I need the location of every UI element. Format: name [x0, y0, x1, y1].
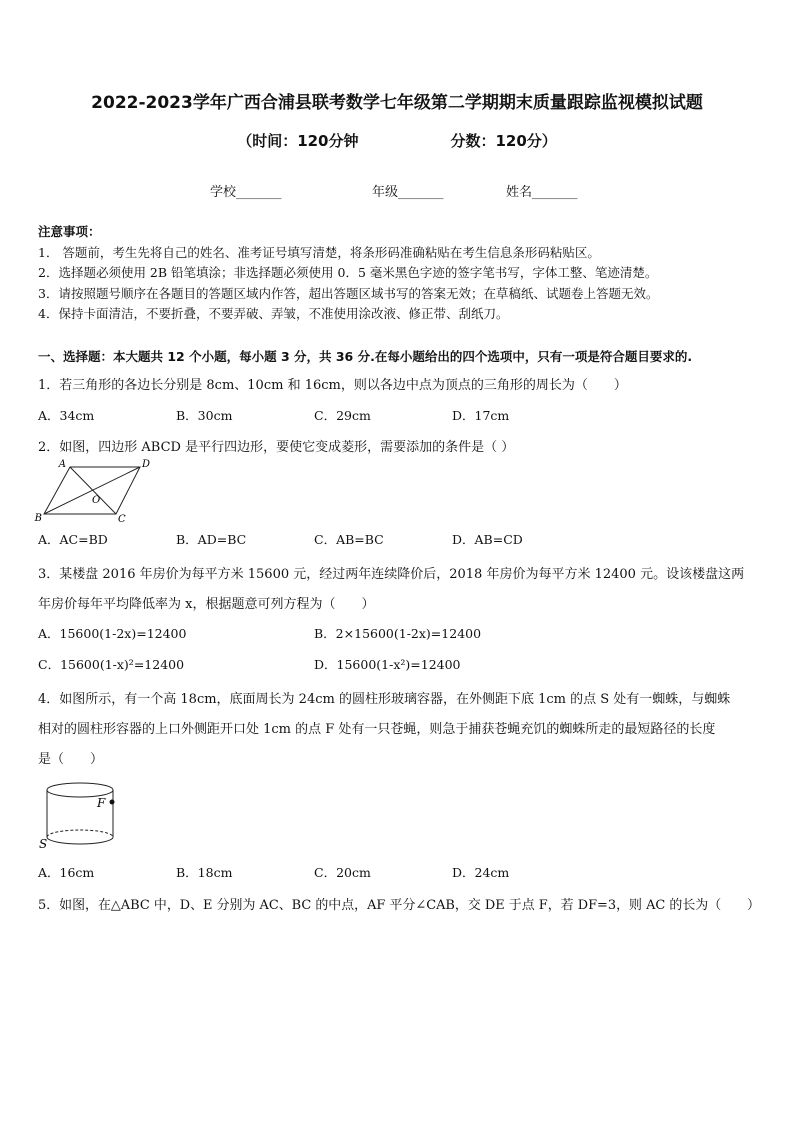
- time-label: （时间：120分钟: [237, 132, 359, 150]
- question-4-line-3: 是（ ）: [38, 752, 104, 767]
- q2-option-b: B．AD=BC: [176, 532, 247, 547]
- score-label: 分数：120分）: [450, 132, 557, 150]
- question-1-text: 1．若三角形的各边长分别是 8cm、10cm 和 16cm，则以各边中点为顶点的三角形的周长为（ ）: [38, 378, 627, 393]
- label-d: D: [142, 459, 151, 470]
- note-item: 2．选择题必须使用 2B 铅笔填涂；非选择题必须使用 0．5 毫米黑色字迹的签字笔书写，字体工整、笔迹清楚。: [38, 265, 658, 280]
- q1-option-c: C．29cm: [314, 408, 371, 423]
- q3-option-d: D．15600(1-x²)=12400: [314, 657, 461, 672]
- cylinder-bottom-back: [47, 830, 113, 837]
- question-2-text: 2．如图，四边形 ABCD 是平行四边形，要使它变成菱形，需要添加的条件是（ ）: [38, 440, 515, 455]
- cylinder-top: [47, 783, 113, 797]
- parallelogram-figure: [34, 458, 151, 525]
- q3-option-a: A．15600(1-2x)=12400: [38, 626, 187, 641]
- q4-option-d: D．24cm: [452, 865, 510, 880]
- school-field: 学校_______: [210, 185, 282, 200]
- question-3-line-2: 年房价每年平均降低率为 x，根据题意可列方程为（ ）: [38, 597, 375, 612]
- point-f: [110, 800, 115, 805]
- label-o: O: [92, 495, 101, 506]
- diagonal-bd: [44, 467, 140, 514]
- q2-option-d: D．AB=CD: [452, 532, 523, 547]
- question-4-line-2: 相对的圆柱形容器的上口外侧距开口处 1cm 的点 F 处有一只苍蝇，则急于捕获苍蝇充饥的蜘蛛所走的最短路径的长度: [38, 722, 716, 737]
- label-s: S: [39, 837, 48, 851]
- exam-title: 2022-2023学年广西合浦县联考数学七年级第二学期期末质量跟踪监视模拟试题: [91, 93, 703, 113]
- q2-option-a: A．AC=BD: [38, 532, 108, 547]
- note-item: 1． 答题前，考生先将自己的姓名、准考证号填写清楚，将条形码准确粘贴在考生信息条形码粘贴区。: [38, 244, 600, 260]
- cylinder-figure: [36, 778, 126, 856]
- grade-field: 年级_______: [372, 185, 444, 200]
- notes-heading: 注意事项：: [38, 224, 101, 239]
- question-5-text: 5．如图，在△ABC 中，D、E 分别为 AC、BC 的中点，AF 平分∠CAB，交 DE 于点 F，若 DF=3，则 AC 的长为（ ）: [38, 898, 760, 913]
- question-3-line-1: 3．某楼盘 2016 年房价为每平方米 15600 元，经过两年连续降价后，2018 年房价为每平方米 12400 元。设该楼盘这两: [38, 567, 745, 582]
- q2-option-c: C．AB=BC: [314, 532, 384, 547]
- note-item: 4．保持卡面清洁，不要折叠，不要弄破、弄皱，不准使用涂改液、修正带、刮纸刀。: [38, 306, 509, 321]
- q4-option-c: C．20cm: [314, 865, 371, 880]
- question-4-line-1: 4．如图所示，有一个高 18cm，底面周长为 24cm 的圆柱形玻璃容器，在外侧距下底 1cm 的点 S 处有一蜘蛛，与蜘蛛: [38, 692, 731, 707]
- time-score-line: [0, 130, 794, 151]
- q4-option-b: B．18cm: [176, 865, 233, 880]
- q3-option-b: B．2×15600(1-2x)=12400: [314, 626, 482, 641]
- q4-option-a: A．16cm: [38, 865, 95, 880]
- label-b: B: [34, 513, 42, 524]
- q1-option-d: D．17cm: [452, 408, 510, 423]
- label-a: A: [58, 459, 66, 470]
- label-c: C: [118, 514, 126, 525]
- section-heading: 一、选择题：本大题共 12 个小题，每小题 3 分，共 36 分.在每小题给出的四个选项中，只有一项是符合题目要求的.: [38, 349, 693, 364]
- q3-option-c: C．15600(1-x)²=12400: [38, 657, 185, 672]
- note-item: 3．请按照题号顺序在各题目的答题区域内作答，超出答题区域书写的答案无效；在草稿纸、试题卷上答题无效。: [38, 285, 659, 301]
- label-f: F: [97, 796, 106, 810]
- q1-option-b: B．30cm: [176, 408, 233, 423]
- notes-block: [38, 222, 758, 325]
- q1-option-a: A．34cm: [38, 408, 95, 423]
- name-field: 姓名_______: [506, 185, 578, 200]
- cylinder-bottom-front: [47, 837, 113, 844]
